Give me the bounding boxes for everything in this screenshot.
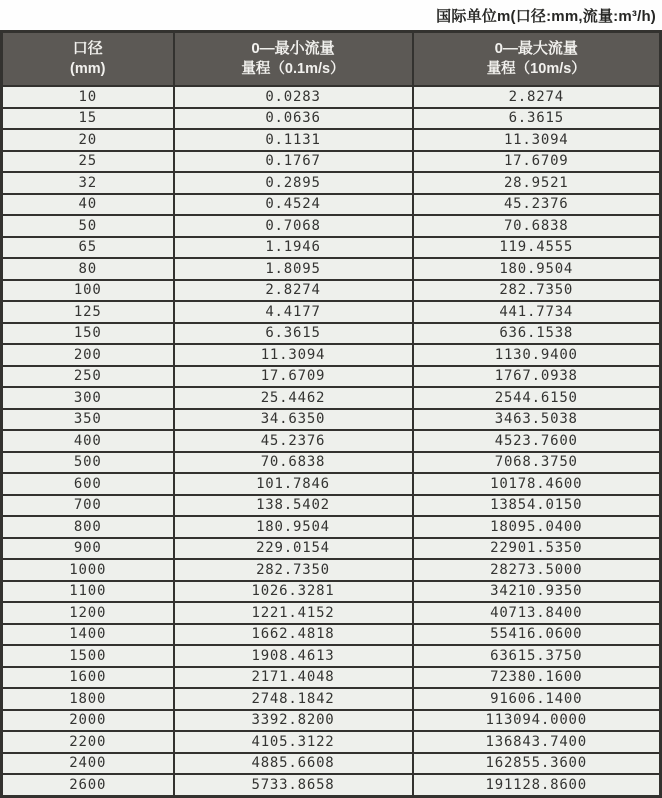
cell-diameter: 2400	[2, 753, 174, 775]
cell-min-flow: 70.6838	[174, 452, 413, 474]
cell-diameter: 400	[2, 430, 174, 452]
cell-min-flow: 4885.6608	[174, 753, 413, 775]
cell-max-flow: 2.8274	[413, 86, 661, 108]
table-row	[2, 538, 661, 560]
table-row	[2, 301, 661, 323]
table-row	[2, 258, 661, 280]
table-row	[2, 624, 661, 646]
cell-max-flow: 4523.7600	[413, 430, 661, 452]
cell-diameter: 100	[2, 280, 174, 302]
cell-max-flow: 34210.9350	[413, 581, 661, 603]
col-header-max-flow-label: 0—最大流量	[494, 39, 578, 57]
cell-min-flow: 1908.4613	[174, 645, 413, 667]
cell-diameter: 1100	[2, 581, 174, 603]
table-row	[2, 108, 661, 130]
page-title: 国际单位m(口径:mm,流量:m³/h)	[436, 7, 656, 25]
cell-min-flow: 6.3615	[174, 323, 413, 345]
flow-range-table	[0, 30, 662, 798]
col-header-min-flow-label: 0—最小流量	[251, 39, 335, 57]
col-header-min-flow-range: 量程（0.1m/s）	[241, 61, 345, 78]
cell-diameter: 80	[2, 258, 174, 280]
cell-min-flow: 0.1767	[174, 151, 413, 173]
cell-min-flow: 0.1131	[174, 129, 413, 151]
table-row	[2, 409, 661, 431]
cell-max-flow: 70.6838	[413, 215, 661, 237]
cell-min-flow: 0.4524	[174, 194, 413, 216]
cell-max-flow: 18095.0400	[413, 516, 661, 538]
col-header-diameter	[2, 32, 174, 87]
cell-max-flow: 45.2376	[413, 194, 661, 216]
cell-diameter: 2600	[2, 774, 174, 797]
cell-diameter: 2000	[2, 710, 174, 732]
cell-diameter: 2200	[2, 731, 174, 753]
cell-diameter: 1400	[2, 624, 174, 646]
cell-max-flow: 17.6709	[413, 151, 661, 173]
cell-diameter: 300	[2, 387, 174, 409]
cell-diameter: 10	[2, 86, 174, 108]
cell-min-flow: 282.7350	[174, 559, 413, 581]
cell-min-flow: 25.4462	[174, 387, 413, 409]
cell-min-flow: 5733.8658	[174, 774, 413, 797]
table-row	[2, 129, 661, 151]
cell-max-flow: 282.7350	[413, 280, 661, 302]
table-row	[2, 753, 661, 775]
cell-min-flow: 34.6350	[174, 409, 413, 431]
table-row	[2, 366, 661, 388]
cell-diameter: 25	[2, 151, 174, 173]
cell-max-flow: 1130.9400	[413, 344, 661, 366]
table-row	[2, 559, 661, 581]
header-row	[2, 32, 661, 87]
cell-min-flow: 17.6709	[174, 366, 413, 388]
cell-diameter: 900	[2, 538, 174, 560]
table-row	[2, 344, 661, 366]
table-row	[2, 645, 661, 667]
cell-diameter: 500	[2, 452, 174, 474]
cell-max-flow: 191128.8600	[413, 774, 661, 797]
cell-diameter: 65	[2, 237, 174, 259]
cell-min-flow: 1.1946	[174, 237, 413, 259]
cell-max-flow: 136843.7400	[413, 731, 661, 753]
cell-max-flow: 22901.5350	[413, 538, 661, 560]
cell-max-flow: 3463.5038	[413, 409, 661, 431]
cell-min-flow: 3392.8200	[174, 710, 413, 732]
cell-diameter: 250	[2, 366, 174, 388]
table-row	[2, 495, 661, 517]
cell-min-flow: 45.2376	[174, 430, 413, 452]
table-row	[2, 237, 661, 259]
table-row	[2, 473, 661, 495]
table-row	[2, 581, 661, 603]
table-row	[2, 387, 661, 409]
cell-diameter: 1200	[2, 602, 174, 624]
cell-diameter: 125	[2, 301, 174, 323]
table-row	[2, 430, 661, 452]
table-row	[2, 710, 661, 732]
cell-max-flow: 11.3094	[413, 129, 661, 151]
cell-max-flow: 10178.4600	[413, 473, 661, 495]
cell-min-flow: 1026.3281	[174, 581, 413, 603]
cell-diameter: 32	[2, 172, 174, 194]
cell-max-flow: 91606.1400	[413, 688, 661, 710]
cell-min-flow: 11.3094	[174, 344, 413, 366]
cell-diameter: 350	[2, 409, 174, 431]
table-body	[2, 86, 661, 797]
cell-max-flow: 441.7734	[413, 301, 661, 323]
cell-max-flow: 180.9504	[413, 258, 661, 280]
cell-diameter: 15	[2, 108, 174, 130]
table-row	[2, 667, 661, 689]
cell-min-flow: 4105.3122	[174, 731, 413, 753]
cell-min-flow: 0.2895	[174, 172, 413, 194]
table-row	[2, 516, 661, 538]
cell-min-flow: 2171.4048	[174, 667, 413, 689]
table-row	[2, 731, 661, 753]
col-header-diameter-unit: (mm)	[70, 61, 106, 78]
cell-min-flow: 0.0283	[174, 86, 413, 108]
cell-max-flow: 6.3615	[413, 108, 661, 130]
cell-max-flow: 28273.5000	[413, 559, 661, 581]
cell-min-flow: 180.9504	[174, 516, 413, 538]
table-row	[2, 194, 661, 216]
cell-min-flow: 0.0636	[174, 108, 413, 130]
cell-min-flow: 229.0154	[174, 538, 413, 560]
cell-min-flow: 4.4177	[174, 301, 413, 323]
cell-diameter: 50	[2, 215, 174, 237]
cell-max-flow: 2544.6150	[413, 387, 661, 409]
cell-max-flow: 119.4555	[413, 237, 661, 259]
cell-diameter: 200	[2, 344, 174, 366]
table-row	[2, 688, 661, 710]
cell-max-flow: 55416.0600	[413, 624, 661, 646]
cell-diameter: 1500	[2, 645, 174, 667]
cell-max-flow: 7068.3750	[413, 452, 661, 474]
cell-diameter: 40	[2, 194, 174, 216]
cell-max-flow: 162855.3600	[413, 753, 661, 775]
cell-min-flow: 101.7846	[174, 473, 413, 495]
cell-diameter: 1600	[2, 667, 174, 689]
cell-max-flow: 40713.8400	[413, 602, 661, 624]
table-row	[2, 602, 661, 624]
cell-min-flow: 2748.1842	[174, 688, 413, 710]
cell-min-flow: 138.5402	[174, 495, 413, 517]
table-row	[2, 86, 661, 108]
cell-diameter: 150	[2, 323, 174, 345]
cell-max-flow: 28.9521	[413, 172, 661, 194]
cell-min-flow: 1221.4152	[174, 602, 413, 624]
cell-diameter: 1800	[2, 688, 174, 710]
col-header-max-flow	[413, 32, 661, 87]
cell-min-flow: 1.8095	[174, 258, 413, 280]
cell-diameter: 800	[2, 516, 174, 538]
cell-min-flow: 2.8274	[174, 280, 413, 302]
table-row	[2, 172, 661, 194]
cell-max-flow: 113094.0000	[413, 710, 661, 732]
cell-diameter: 20	[2, 129, 174, 151]
table-row	[2, 280, 661, 302]
col-header-diameter-label: 口径	[72, 39, 103, 57]
table-row	[2, 452, 661, 474]
cell-max-flow: 13854.0150	[413, 495, 661, 517]
cell-max-flow: 63615.3750	[413, 645, 661, 667]
cell-diameter: 1000	[2, 559, 174, 581]
col-header-max-flow-range: 量程（10m/s）	[486, 61, 586, 78]
table-row	[2, 323, 661, 345]
cell-max-flow: 636.1538	[413, 323, 661, 345]
cell-diameter: 700	[2, 495, 174, 517]
cell-max-flow: 72380.1600	[413, 667, 661, 689]
cell-min-flow: 0.7068	[174, 215, 413, 237]
table-row	[2, 215, 661, 237]
col-header-min-flow	[174, 32, 413, 87]
table-row	[2, 151, 661, 173]
table-row	[2, 774, 661, 797]
cell-min-flow: 1662.4818	[174, 624, 413, 646]
cell-diameter: 600	[2, 473, 174, 495]
cell-max-flow: 1767.0938	[413, 366, 661, 388]
